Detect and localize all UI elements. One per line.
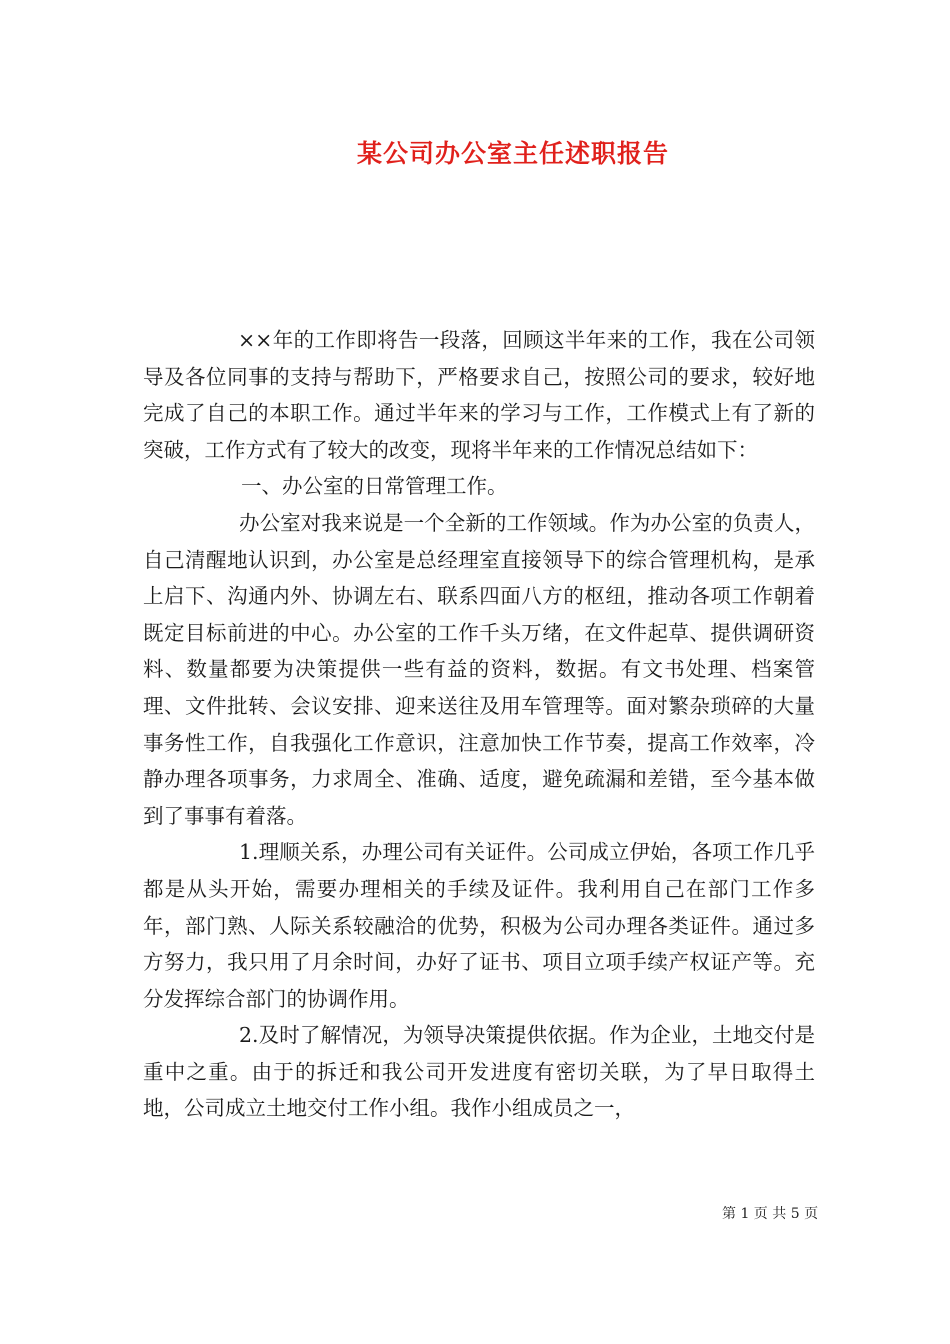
paragraph-item-2: 2.及时了解情况，为领导决策提供依据。作为企业，土地交付是重中之重。由于的拆迁和我公司开发进度有密切关联，为了早日取得土地，公司成立土地交付工作小组。我作小组成员之一， [143, 1023, 815, 1121]
paragraph-office-overview: 办公室对我来说是一个全新的工作领域。作为办公室的负责人，自己清醒地认识到，办公室是总经理室直接领导下的综合管理机构，是承上启下、沟通内外、协调左右、联系四面八方的枢纽，推动各项工作朝着既定目标前进的中心。办公室的工作千头万绪，在文件起草、提供调研资料、数量都要为决策提供一些有益的资料，数据。有文书处理、档案管理、文件批转、会议安排、迎来送往及用车管理等。面对繁杂琐碎的大量事务性工作，自我强化工作意识，注意加快工作节奏，提高工作效率，冷静办理各项事务，力求周全、准确、适度，避免疏漏和差错，至今基本做到了事事有着落。 [143, 510, 815, 828]
paragraph-item-1: 1.理顺关系，办理公司有关证件。公司成立伊始，各项工作几乎都是从头开始，需要办理相关的手续及证件。我利用自己在部门工作多年，部门熟、人际关系较融洽的优势，积极为公司办理各类证件。通过多方努力，我只用了月余时间，办好了证书、项目立项手续产权证产等。充分发挥综合部门的协调作用。 [143, 840, 815, 1011]
document-title: 某公司办公室主任述职报告 [356, 139, 669, 168]
paragraph-intro: ××年的工作即将告一段落，回顾这半年来的工作，我在公司领导及各位同事的支持与帮助下，严格要求自己，按照公司的要求，较好地完成了自己的本职工作。通过半年来的学习与工作，工作模式上有了新的突破，工作方式有了较大的改变，现将半年来的工作情况总结如下： [143, 328, 815, 462]
page-number-footer: 第 1 页 共 5 页 [722, 1206, 819, 1222]
document-body [143, 322, 815, 1127]
section-heading: 一、办公室的日常管理工作。 [241, 474, 508, 499]
